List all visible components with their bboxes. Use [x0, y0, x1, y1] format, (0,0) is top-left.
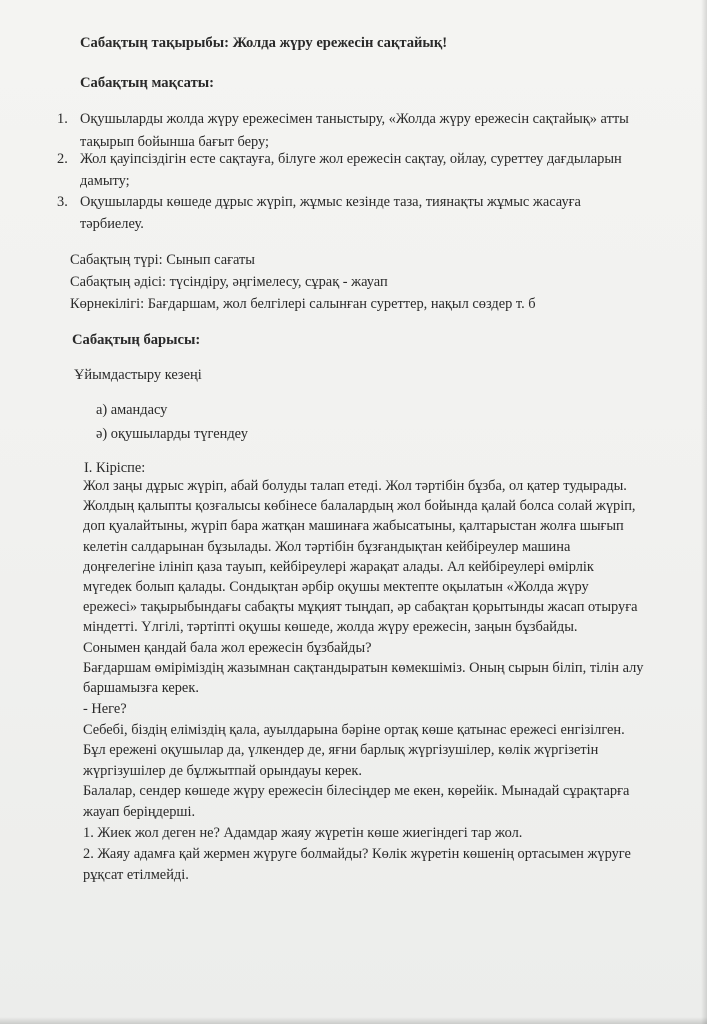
body-line: келетін салдарынан бұзылады. Жол тәртібін бұзғандықтан кейбіреулер машина: [83, 539, 571, 555]
intro-heading: I. Кіріспе:: [84, 460, 146, 476]
body-line: Сонымен қандай бала жол ережесін бұзбайды?: [83, 640, 372, 656]
body-line: доңғелегіне ілініп қаза тауып, кейбіреулері жарақат алады. Ал кейбіреулері өмірлік: [83, 559, 594, 575]
aim-line: тәрбиелеу.: [80, 216, 144, 232]
progress-heading: Сабақтың барысы:: [72, 332, 201, 348]
aim-line: Жол қауіпсіздігін есте сақтауға, білуге жол ережесін сақтау, ойлау, суреттеу дағдыларын: [80, 151, 622, 167]
body-line: рұқсат етілмейді.: [83, 867, 189, 883]
body-line: Балалар, сендер көшеде жүру ережесін білесіңдер ме екен, көрейік. Мынадай сұрақтарға: [83, 783, 630, 799]
body-line: Жол заңы дұрыс жүріп, абай болуды талап етеді. Жол тәртібін бұзба, ол қатер тудырады.: [83, 478, 627, 494]
aim-number: 1.: [57, 111, 68, 127]
body-line: 2. Жаяу адамға қай жермен жүруге болмайды? Көлік жүретін көшенің ортасымен жүруге: [83, 846, 631, 862]
body-line: мүгедек болып қалады. Сондықтан әрбір оқушы мектепте оқылатын «Жолда жүру: [83, 579, 589, 595]
body-line: Жолдың қалыпты қозғалысы көбінесе балалардың жол бойында қалай болса солай жүріп,: [83, 498, 636, 514]
org-stage-heading: Ұйымдастыру кезеңі: [74, 367, 202, 383]
lesson-title: Сабақтың тақырыбы: Жолда жүру ережесін сақтайық!: [80, 35, 448, 51]
body-line: 1. Жиек жол деген не? Адамдар жаяу жүретін көше жиегіндегі тар жол.: [83, 825, 523, 841]
body-line: - Неге?: [83, 701, 127, 717]
lesson-visuals: Көрнекілігі: Бағдаршам, жол белгілері салынған суреттер, нақыл сөздер т. б: [70, 296, 536, 312]
body-line: міндетті. Үлгілі, тәртіпті оқушы көшеде, жолда жүру ережесін, заңын бұзбайды.: [83, 619, 578, 635]
lesson-method: Сабақтың әдісі: түсіндіру, әңгімелесу, сұрақ - жауап: [70, 274, 388, 290]
body-line: Себебі, біздің еліміздің қала, ауылдарына бәріне ортақ көше қатынас ережесі енгізілген.: [83, 722, 625, 738]
org-item: а) амандасу: [96, 402, 168, 418]
aims-heading: Сабақтың мақсаты:: [80, 75, 215, 91]
page-edge-shadow: [701, 0, 707, 1024]
body-line: жауап беріңдерші.: [83, 804, 196, 820]
aim-line: дамыту;: [80, 173, 130, 189]
body-line: ережесі» тақырыбындағы сабақты мұқият тыңдап, әр сабақтан қорытынды жасап отыруға: [83, 599, 638, 615]
aim-line: тақырып бойынша бағыт беру;: [80, 134, 270, 150]
aim-line: Оқушыларды жолда жүру ережесімен таныстыру, «Жолда жүру ережесін сақтайық» атты: [80, 111, 629, 127]
body-line: жүргізушілер де бұлжытпай орындауы керек.: [83, 763, 362, 779]
body-line: доп қуалайтыны, жүріп бара жатқан машинаға жабысатыны, қалтарыстан жолға шығып: [83, 518, 624, 534]
aim-number: 3.: [57, 194, 68, 210]
aim-line: Оқушыларды көшеде дұрыс жүріп, жұмыс кезінде таза, тиянақты жұмыс жасауға: [80, 194, 581, 210]
body-line: баршамызға керек.: [83, 680, 199, 696]
page-bottom-shadow: [0, 1017, 707, 1024]
body-line: Бұл ережені оқушылар да, үлкендер де, яғни барлық жүргізушілер, көлік жүргізетін: [83, 742, 599, 758]
org-item: ә) оқушыларды түгендеу: [96, 426, 248, 442]
lesson-type: Сабақтың түрі: Сынып сағаты: [70, 252, 255, 268]
aim-number: 2.: [57, 151, 68, 167]
body-line: Бағдаршам өміріміздің жазымнан сақтандыратын көмекшіміз. Оның сырын біліп, тілін алу: [83, 660, 644, 676]
